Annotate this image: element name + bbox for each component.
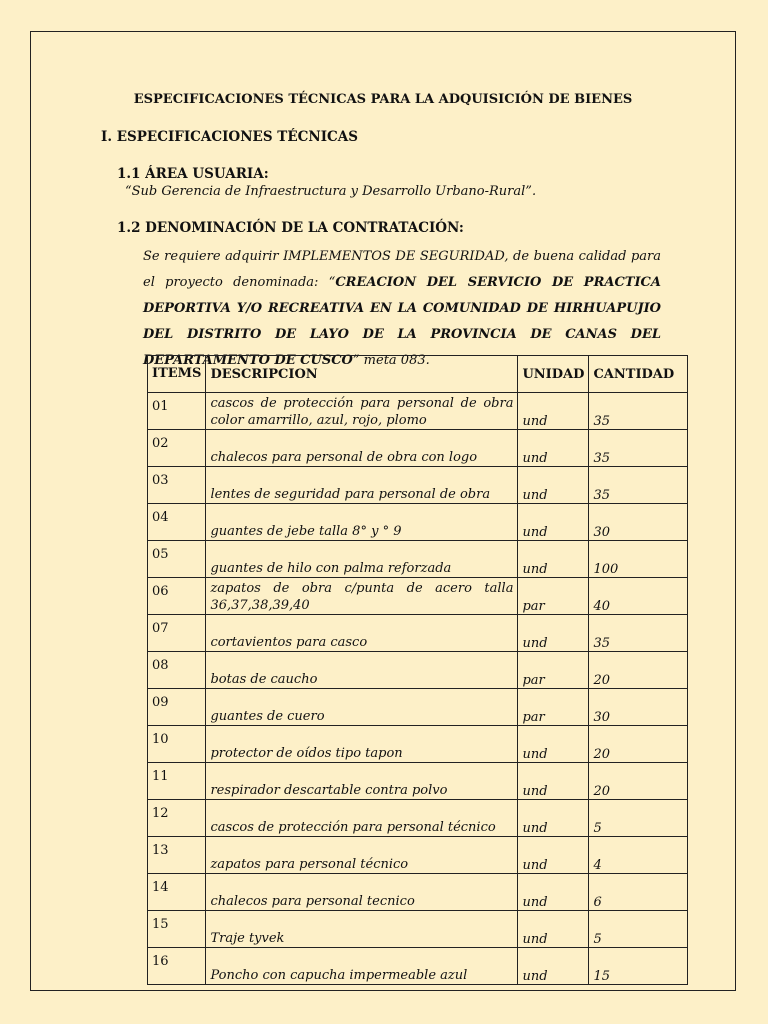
table-row [148,800,688,837]
item-quantity: 20 [589,726,688,763]
item-number: 11 [148,763,206,800]
item-number: 07 [148,615,206,652]
item-unit: und [518,393,589,430]
table-header-row [148,356,688,393]
item-description: botas de caucho [206,652,518,689]
item-quantity: 15 [589,948,688,985]
item-number: 12 [148,800,206,837]
item-number: 02 [148,430,206,467]
item-unit: und [518,541,589,578]
item-description: Poncho con capucha impermeable azul [206,948,518,985]
table-row [148,467,688,504]
table-row [148,430,688,467]
subsection-heading-1-2: 1.2 DENOMINACIÓN DE LA CONTRATACIÓN: [117,220,464,236]
item-unit: und [518,948,589,985]
item-quantity: 5 [589,800,688,837]
item-quantity: 4 [589,837,688,874]
item-unit: und [518,837,589,874]
item-description: zapatos de obra c/punta de acero talla 36,37,38,39,40 [206,578,518,615]
item-description: chalecos para personal de obra con logo [206,430,518,467]
item-number: 03 [148,467,206,504]
item-description: cascos de protección para personal técnico [206,800,518,837]
item-quantity: 5 [589,911,688,948]
document-title: ESPECIFICACIONES TÉCNICAS PARA LA ADQUISICIÓN DE BIENES [133,92,633,107]
item-quantity: 35 [589,615,688,652]
item-unit: und [518,800,589,837]
table-row [148,874,688,911]
item-unit: und [518,726,589,763]
item-number: 01 [148,393,206,430]
item-description: cascos de protección para personal de obra color amarrillo, azul, rojo, plomo [206,393,518,430]
item-quantity: 35 [589,430,688,467]
table-row [148,652,688,689]
item-description: respirador descartable contra polvo [206,763,518,800]
header-items: ITEMS [148,356,206,393]
item-description: protector de oídos tipo tapon [206,726,518,763]
table-row [148,948,688,985]
item-description: cortavientos para casco [206,615,518,652]
item-description: guantes de cuero [206,689,518,726]
item-number: 13 [148,837,206,874]
item-quantity: 35 [589,467,688,504]
items-table [147,355,688,985]
item-unit: par [518,578,589,615]
header-descripcion: DESCRIPCION [206,356,518,393]
subsection-heading-1-1: 1.1 ÁREA USUARIA: [117,166,269,182]
item-number: 10 [148,726,206,763]
item-quantity: 40 [589,578,688,615]
item-number: 06 [148,578,206,615]
item-unit: und [518,874,589,911]
item-number: 14 [148,874,206,911]
item-description: guantes de jebe talla 8° y ° 9 [206,504,518,541]
table-row [148,541,688,578]
table-row [148,393,688,430]
item-quantity: 20 [589,652,688,689]
item-quantity: 6 [589,874,688,911]
item-quantity: 35 [589,393,688,430]
table-row [148,726,688,763]
paragraph-end: ” meta 083. [352,353,430,368]
item-description: lentes de seguridad para personal de obra [206,467,518,504]
item-unit: und [518,911,589,948]
area-usuaria-text: “Sub Gerencia de Infraestructura y Desarrollo Urbano-Rural”. [125,184,537,199]
item-description: zapatos para personal técnico [206,837,518,874]
document-page [30,31,736,991]
item-quantity: 20 [589,763,688,800]
item-description: guantes de hilo con palma reforzada [206,541,518,578]
item-number: 16 [148,948,206,985]
table-row [148,578,688,615]
table-row [148,911,688,948]
table-row [148,763,688,800]
table-row [148,689,688,726]
project-name: CREACION DEL SERVICIO DE PRACTICA DEPORTIVA Y/O RECREATIVA EN LA COMUNIDAD DE HIRHUAPUJIO DEL DISTRITO DE LAYO DE LA PROVINCIA DE CANAS DEL DEPARTAMENTO DE CUSCO [143,275,661,368]
header-unidad: UNIDAD [518,356,589,393]
section-heading-1: I. ESPECIFICACIONES TÉCNICAS [101,129,358,145]
table-row [148,615,688,652]
paragraph-intro: Se requiere adquirir IMPLEMENTOS DE SEGURIDAD, de buena calidad para el proyecto denominada: “ [143,249,661,290]
item-unit: par [518,689,589,726]
header-cantidad: CANTIDAD [589,356,688,393]
item-description: chalecos para personal tecnico [206,874,518,911]
item-number: 05 [148,541,206,578]
item-number: 09 [148,689,206,726]
item-description: Traje tyvek [206,911,518,948]
item-number: 15 [148,911,206,948]
item-quantity: 30 [589,504,688,541]
item-quantity: 100 [589,541,688,578]
item-unit: und [518,467,589,504]
item-unit: und [518,763,589,800]
table-row [148,837,688,874]
item-number: 08 [148,652,206,689]
item-unit: par [518,652,589,689]
item-unit: und [518,615,589,652]
item-unit: und [518,504,589,541]
item-unit: und [518,430,589,467]
table-row [148,504,688,541]
item-quantity: 30 [589,689,688,726]
item-number: 04 [148,504,206,541]
